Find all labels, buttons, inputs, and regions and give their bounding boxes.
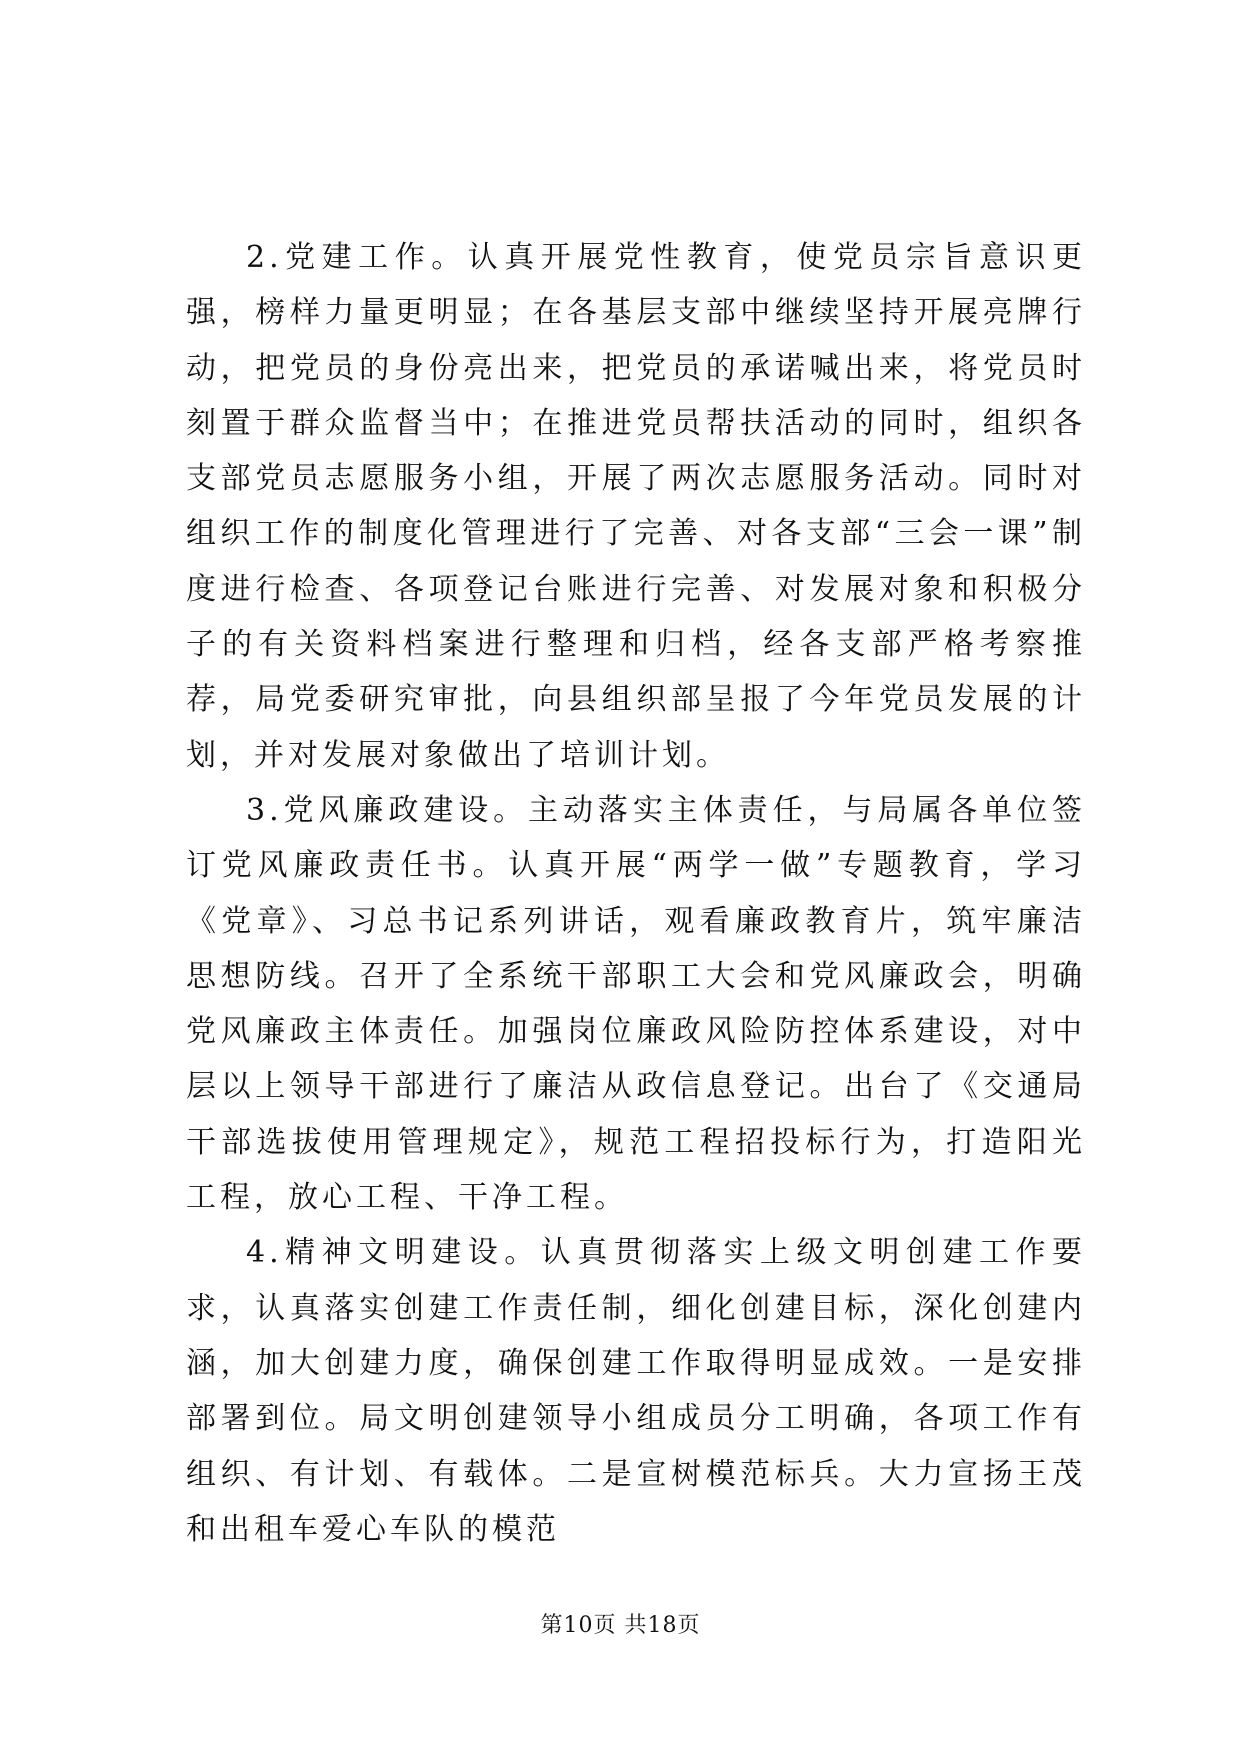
- document-body: [186, 230, 1086, 1557]
- page-number-footer: 第10页 共18页: [540, 1613, 701, 1638]
- paragraph-party-building: 2.党建工作。认真开展党性教育，使党员宗旨意识更强，榜样力量更明显；在各基层支部中继续坚持开展亮牌行动，把党员的身份亮出来，把党员的承诺喊出来，将党员时刻置于群众监督当中；在推进党员帮扶活动的同时，组织各支部党员志愿服务小组，开展了两次志愿服务活动。同时对组织工作的制度化管理进行了完善、对各支部“三会一课”制度进行检查、各项登记台账进行完善、对发展对象和积极分子的有关资料档案进行整理和归档，经各支部严格考察推荐，局党委研究审批，向县组织部呈报了今年党员发展的计划，并对发展对象做出了培训计划。: [186, 240, 1086, 773]
- paragraph-civilization-building: 4.精神文明建设。认真贯彻落实上级文明创建工作要求，认真落实创建工作责任制，细化创建目标，深化创建内涵，加大创建力度，确保创建工作取得明显成效。一是安排部署到位。局文明创建领导小组成员分工明确，各项工作有组织、有计划、有载体。二是宣树模范标兵。大力宣扬王茂和出租车爱心车队的模范: [186, 1235, 1086, 1547]
- paragraph-integrity-building: 3.党风廉政建设。主动落实主体责任，与局属各单位签订党风廉政责任书。认真开展“两学一做”专题教育，学习《党章》、习总书记系列讲话，观看廉政教育片，筑牢廉洁思想防线。召开了全系统干部职工大会和党风廉政会，明确党风廉政主体责任。加强岗位廉政风险防控体系建设，对中层以上领导干部进行了廉洁从政信息登记。出台了《交通局干部选拔使用管理规定》，规范工程招投标行为，打造阳光工程，放心工程、干净工程。: [186, 792, 1086, 1216]
